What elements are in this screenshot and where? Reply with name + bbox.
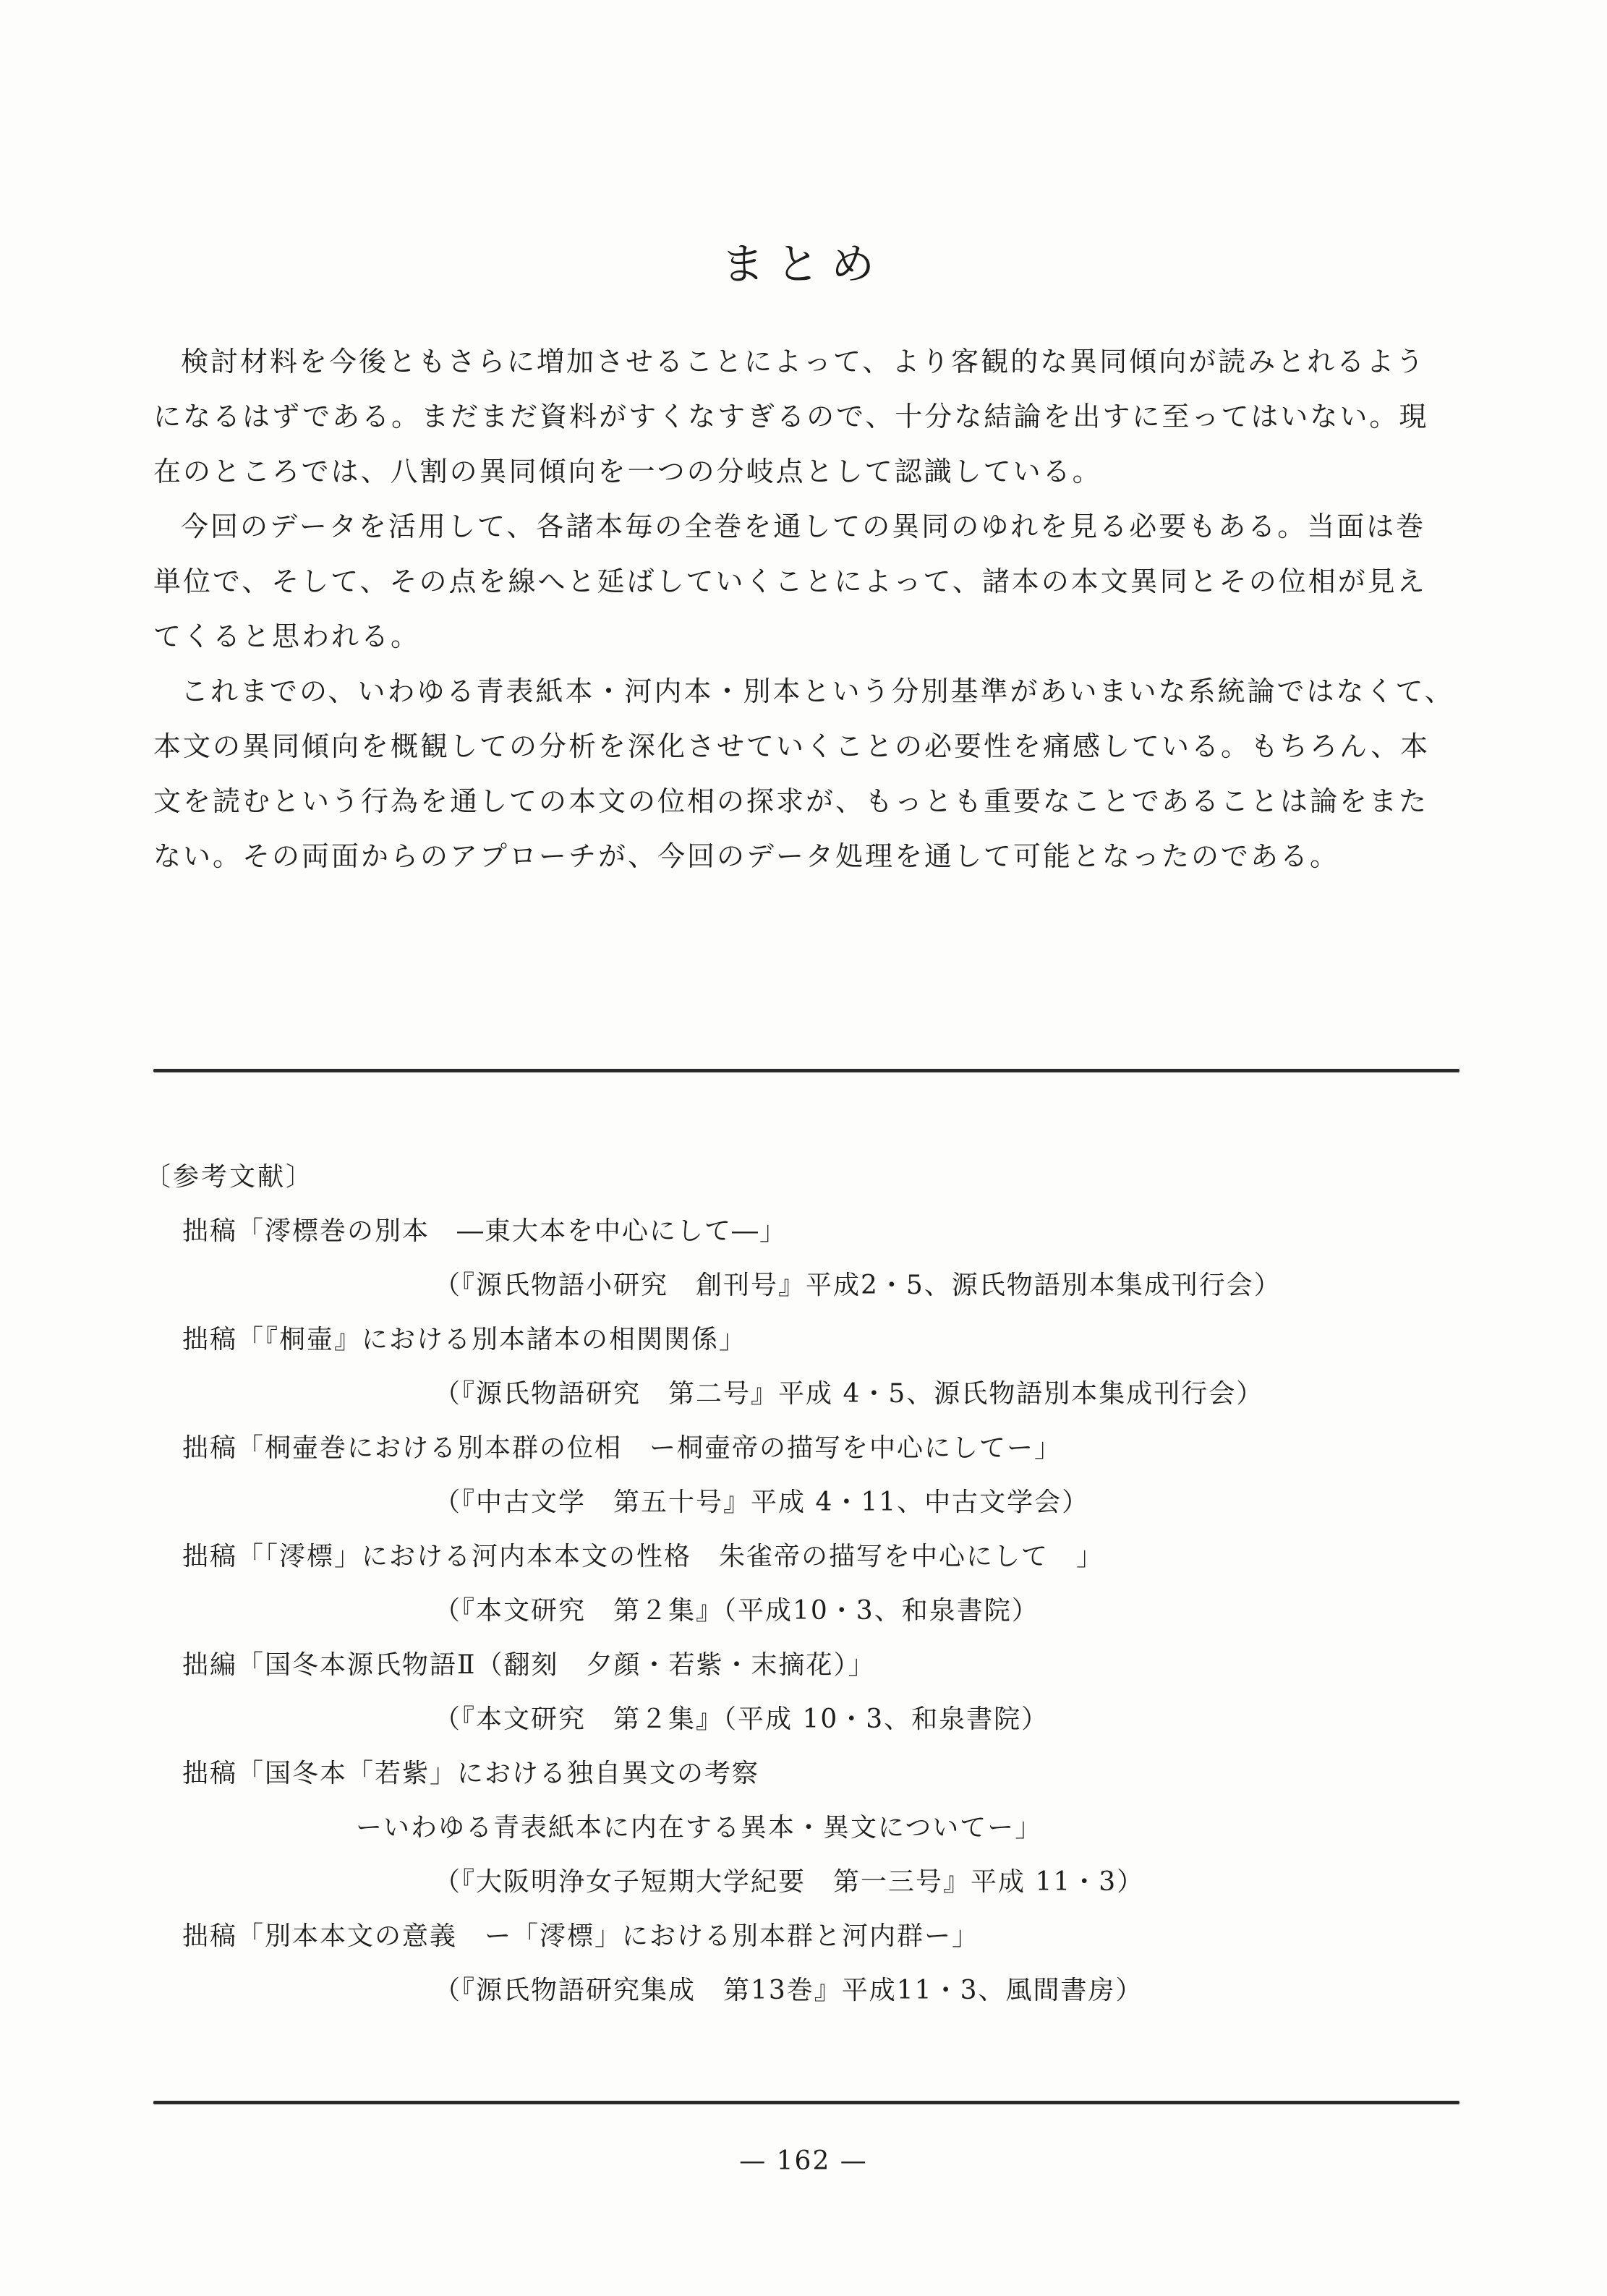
reference-title: 拙稿「国冬本「若紫」における独自異文の考察 xyxy=(182,1759,760,1788)
reference-source: （『源氏物語研究集成 第13巻』平成11・3、風間書房） xyxy=(434,1976,1143,2005)
reference-title: 拙稿「「澪標」における河内本本文の性格 朱雀帝の描写を中心にして 」 xyxy=(182,1542,1104,1571)
section-divider xyxy=(153,1069,1459,1072)
reference-source: （『源氏物語小研究 創刊号』平成2・5、源氏物語別本集成刊行会） xyxy=(434,1271,1282,1300)
paragraph: 今回のデータを活用して、各諸本毎の全巻を通しての異同のゆれを見る必要もある。当面は巻単位で、そして、その点を線へと延ばしていくことによって、諸本の本文異同とその位相が見えてくると思われる。 xyxy=(153,511,1427,652)
reference-title: 拙稿「澪標巻の別本 ―東大本を中心にして―」 xyxy=(182,1216,788,1246)
paragraph: 検討材料を今後ともさらに増加させることによって、より客観的な異同傾向が読みとれるようになるはずである。まだまだ資料がすくなすぎるので、十分な結論を出すに至ってはいない。現在のところでは、八割の異同傾向を一つの分岐点として認識している。 xyxy=(153,346,1429,487)
page-title: まとめ xyxy=(721,239,886,291)
section-divider xyxy=(153,2101,1459,2104)
reference-source: （『本文研究 第２集』（平成 10・3、和泉書院） xyxy=(434,1704,1049,1734)
reference-title: 拙稿「別本本文の意義 ー「澪標」における別本群と河内群ー」 xyxy=(182,1921,980,1951)
reference-title: 拙稿「『桐壷』における別本諸本の相関関係」 xyxy=(182,1325,747,1354)
reference-subtitle: ーいわゆる青表紙本に内在する異本・異文についてー」 xyxy=(356,1813,1043,1843)
summary-body xyxy=(153,334,1455,884)
references-section xyxy=(145,1150,1461,2018)
page-number: — 162 — xyxy=(739,2146,868,2176)
references-heading: 〔参考文献〕 xyxy=(145,1162,315,1192)
reference-source: （『大阪明浄女子短期大学紀要 第一三号』平成 11・3） xyxy=(434,1867,1145,1897)
reference-source: （『本文研究 第２集』（平成10・3、和泉書院） xyxy=(434,1596,1039,1626)
reference-source: （『源氏物語研究 第二号』平成 4・5、源氏物語別本集成刊行会） xyxy=(434,1379,1264,1409)
reference-title: 拙稿「桐壷巻における別本群の位相 ー桐壷帝の描写を中心にしてー」 xyxy=(182,1433,1062,1463)
reference-source: （『中古文学 第五十号』平成 4・11、中古文学会） xyxy=(434,1488,1090,1517)
reference-title: 拙編「国冬本源氏物語Ⅱ（翻刻 夕顔・若紫・末摘花）」 xyxy=(182,1650,876,1680)
paragraph: これまでの、いわゆる青表紙本・河内本・別本という分別基準があいまいな系統論ではなくて、本文の異同傾向を概観しての分析を深化させていくことの必要性を痛感している。もちろん、本文を読むという行為を通しての本文の位相の探求が、もっとも重要なことであることは論をまたない。その両面からのアプローチが、今回のデータ処理を通して可能となったのである。 xyxy=(153,675,1454,872)
